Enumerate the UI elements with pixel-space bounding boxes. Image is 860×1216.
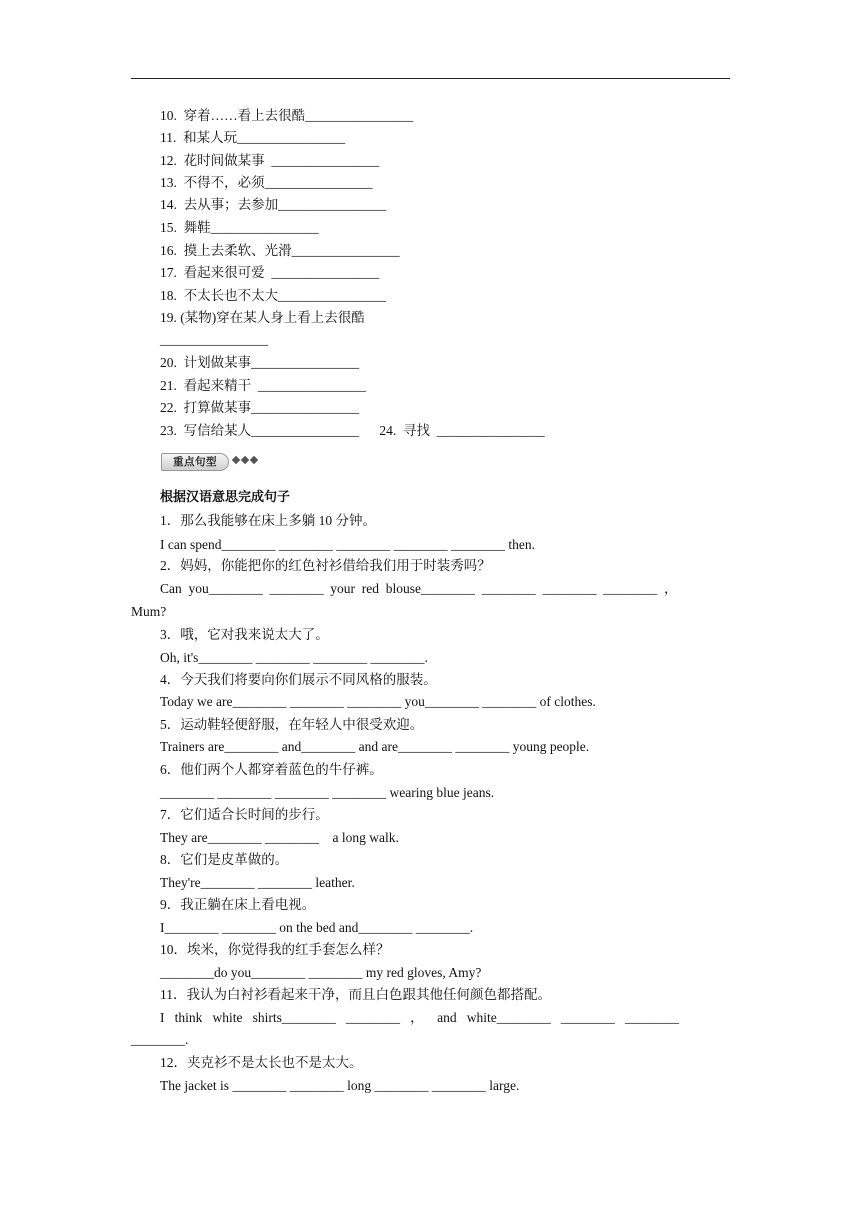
section-title: 根据汉语意思完成句子 [160, 490, 291, 505]
vocab-item: 13. 不得不，必须________________ [160, 175, 373, 190]
sentence-prompt: 3．哦，它对我来说太大了。 [160, 627, 329, 642]
sentence-blank: Trainers are________ and________ and are________ ________ young people. [160, 739, 590, 754]
sentence-prompt: 12．夹克衫不是太长也不是太大。 [160, 1055, 363, 1070]
sentence-prompt: 7．它们适合长时间的步行。 [160, 807, 329, 822]
sentence-prompt: 6．他们两个人都穿着蓝色的牛仔裤。 [160, 762, 383, 777]
vocab-item: 21. 看起来精干 ________________ [160, 378, 366, 393]
diamond-icon [241, 456, 249, 464]
sentence-blank: I think white shirts________ ________ ， and white________ ________ ________ [160, 1010, 679, 1025]
sentence-blank-cont: Mum? [131, 604, 167, 619]
sentence-prompt: 10．埃米，你觉得我的红手套怎么样？ [160, 942, 390, 957]
vocab-item: 17. 看起来很可爱 ________________ [160, 265, 380, 280]
header-rule [131, 78, 730, 79]
vocab-item: 12. 花时间做某事 ________________ [160, 153, 380, 168]
sentence-prompt: 9．我正躺在床上看电视。 [160, 897, 316, 912]
vocab-answer-line: ________________ [160, 332, 268, 347]
vocab-item: 20. 计划做某事________________ [160, 355, 360, 370]
sentence-prompt: 1．那么我能够在床上多躺 10 分钟。 [160, 513, 376, 528]
vocab-item: 23. 写信给某人________________ 24. 寻找 ________________ [160, 423, 545, 438]
sentence-blank: Today we are________ ________ ________ you________ ________ of clothes. [160, 694, 596, 709]
vocab-item: 16. 摸上去柔软、光滑________________ [160, 243, 400, 258]
sentence-prompt: 8．它们是皮革做的。 [160, 852, 289, 867]
vocab-item: 14. 去从事；去参加________________ [160, 197, 387, 212]
sentence-blank: They're________ ________ leather. [160, 875, 355, 890]
sentence-blank-cont: ________. [131, 1032, 189, 1047]
vocab-item: 11. 和某人玩________________ [160, 130, 346, 145]
sentence-blank: Can you________ ________ your red blouse________ ________ ________ ________ ， [160, 581, 678, 596]
sentence-blank: I________ ________ on the bed and________ ________. [160, 920, 474, 935]
sentence-blank: They are________ ________ a long walk. [160, 830, 399, 845]
diamond-icon [232, 456, 240, 464]
vocab-item: 10. 穿着……看上去很酷________________ [160, 108, 414, 123]
vocab-item: 15. 舞鞋________________ [160, 220, 319, 235]
badge-tag [161, 453, 229, 471]
badge-label: 重点句型 [173, 456, 217, 468]
vocab-item: 22. 打算做某事________________ [160, 400, 360, 415]
sentence-prompt: 4．今天我们将要向你们展示不同风格的服装。 [160, 672, 437, 687]
sentence-prompt: 11．我认为白衬衫看起来干净，而且白色跟其他任何颜色都搭配。 [160, 987, 551, 1002]
section-badge [161, 451, 261, 473]
sentence-blank: I can spend________ ________ ________ ________ ________ then. [160, 537, 535, 552]
sentence-prompt: 5．运动鞋轻便舒服，在年轻人中很受欢迎。 [160, 717, 424, 732]
sentence-blank: The jacket is ________ ________ long ________ ________ large. [160, 1078, 520, 1093]
sentence-blank: ________do you________ ________ my red gloves, Amy? [160, 965, 482, 980]
vocab-item: 19. (某物)穿在某人身上看上去很酷 [160, 310, 365, 325]
sentence-blank: Oh, it's________ ________ ________ ________. [160, 650, 428, 665]
sentence-blank: ________ ________ ________ ________ wearing blue jeans. [160, 785, 495, 800]
vocab-item: 18. 不太长也不太大________________ [160, 288, 387, 303]
sentence-prompt: 2．妈妈，你能把你的红色衬衫借给我们用于时装秀吗？ [160, 558, 491, 573]
diamond-icon [250, 456, 258, 464]
